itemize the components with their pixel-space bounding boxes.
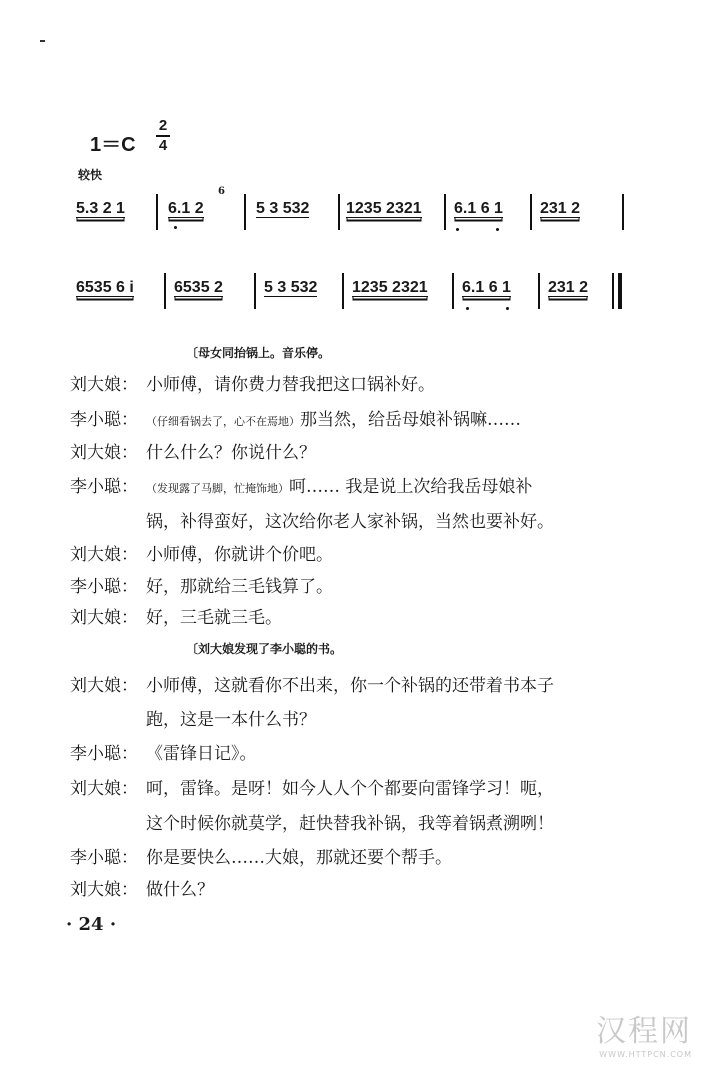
- corner-mark: [40, 40, 45, 42]
- dialogue-line: [70, 472, 532, 497]
- measure: 1235 2321: [352, 279, 428, 296]
- time-signature-bottom: 4: [158, 137, 168, 154]
- stage-direction: 〔刘大娘发现了李小聪的书。: [186, 642, 343, 656]
- watermark: [596, 1006, 692, 1059]
- speaker: 李小聪：: [70, 744, 138, 764]
- dialogue-line: [70, 438, 316, 463]
- dialogue-continuation: 这个时候你就莫学，赶快替我补锅，我等着锅煮溯咧！: [146, 814, 554, 834]
- measure: 6535 2: [174, 279, 223, 296]
- watermark-url: WWW.HTTPCN.COM: [599, 1050, 692, 1059]
- dialogue-text: 做什么？: [146, 880, 214, 900]
- time-signature: [156, 118, 170, 154]
- stage-direction: 〔母女同抬锅上。音乐停。: [186, 346, 331, 360]
- dialogue-text: 什么什么？你说什么？: [146, 443, 316, 463]
- measure: 231 2: [540, 200, 581, 217]
- page-number: · 24 ·: [66, 914, 117, 935]
- measure: 1235 2321: [346, 200, 422, 217]
- speaker: 李小聪：: [70, 477, 138, 497]
- dialogue-continuation: 锅，补得蛮好，这次给你老人家补锅，当然也要补好。: [146, 512, 554, 532]
- dialogue-line: [70, 370, 435, 395]
- dialogue-text: 《雷锋日记》。: [146, 744, 257, 764]
- measure: 6.1 6 1: [462, 279, 511, 296]
- grace-note: 6: [218, 186, 225, 197]
- speaker: 刘大娘：: [70, 545, 138, 565]
- measure: 6.1 2: [168, 200, 204, 217]
- speaker: 李小聪：: [70, 410, 138, 430]
- dialogue-text: 小师傅，你就讲个价吧。: [146, 545, 333, 565]
- dialogue-text: 小师傅，请你费力替我把这口锅补好。: [146, 375, 435, 395]
- measure: 5 3 532: [256, 200, 310, 217]
- dialogue-text: 呵，雷锋。是呀！如今人人个个都要向雷锋学习！呃，: [146, 779, 554, 799]
- speaker: 刘大娘：: [70, 375, 138, 395]
- dialogue-line: [70, 739, 257, 764]
- measure: 5 3 532: [264, 279, 318, 296]
- key-signature: 1＝C: [90, 134, 136, 156]
- speaker: 刘大娘：: [70, 608, 138, 628]
- dialogue-text: 那当然，给岳母娘补锅嘛……: [300, 410, 521, 430]
- measure: 5.3 2 1: [76, 200, 125, 217]
- measure: 6535 6 i: [76, 279, 134, 296]
- dialogue-text: 小师傅，这就看你不出来，你一个补锅的还带着书本子: [146, 676, 554, 696]
- tempo-marking: 较快: [78, 168, 103, 182]
- dialogue-line: [70, 572, 333, 597]
- speaker: 刘大娘：: [70, 880, 138, 900]
- dialogue-line: [70, 671, 554, 696]
- score-row-2: [76, 279, 646, 329]
- dialogue-line: [70, 405, 521, 430]
- speaker: 李小聪：: [70, 577, 138, 597]
- dialogue-text: 好，那就给三毛钱算了。: [146, 577, 333, 597]
- time-signature-top: 2: [158, 117, 168, 134]
- dialogue-line: [70, 875, 214, 900]
- measure: 231 2: [548, 279, 589, 296]
- dialogue-line: [70, 540, 333, 565]
- score-row-1: [76, 186, 646, 250]
- dialogue-line: [70, 603, 282, 628]
- dialogue-text: 好，三毛就三毛。: [146, 608, 282, 628]
- stage-aside: （仔细看锅去了，心不在焉地）: [146, 415, 300, 428]
- speaker: 李小聪：: [70, 848, 138, 868]
- dialogue-text: 你是要快么……大娘，那就还要个帮手。: [146, 848, 452, 868]
- stage-aside: （发现露了马脚，忙掩饰地）: [146, 482, 289, 495]
- dialogue-line: [70, 774, 554, 799]
- dialogue-continuation: 跑，这是一本什么书？: [146, 710, 316, 730]
- speaker: 刘大娘：: [70, 676, 138, 696]
- speaker: 刘大娘：: [70, 779, 138, 799]
- speaker: 刘大娘：: [70, 443, 138, 463]
- watermark-brand: 汉程网: [596, 1014, 692, 1049]
- measure: 6.1 6 1: [454, 200, 503, 217]
- dialogue-line: [70, 843, 452, 868]
- dialogue-text: 呵…… 我是说上次给我岳母娘补: [289, 477, 533, 497]
